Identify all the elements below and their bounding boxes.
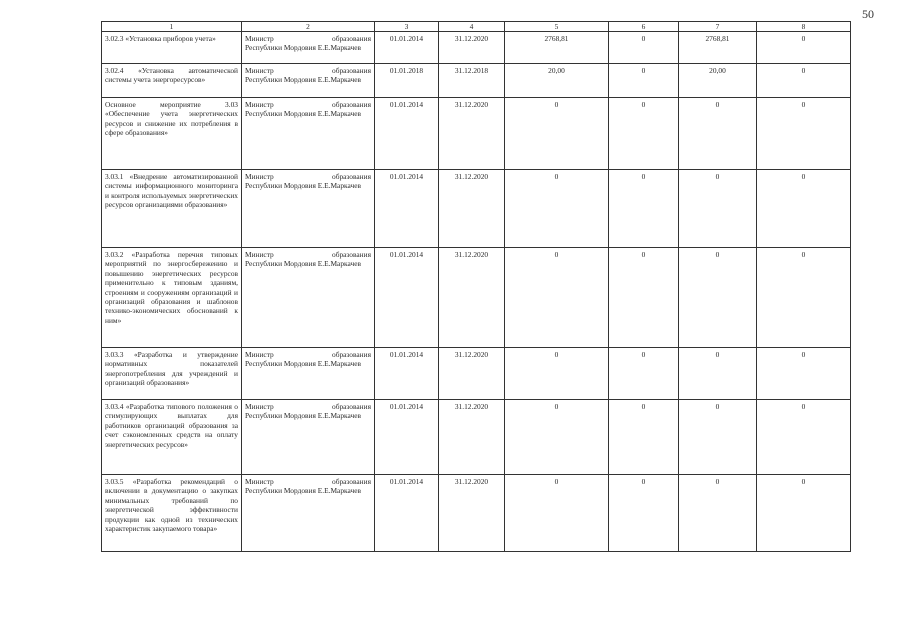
executor-title-line — [245, 402, 371, 411]
measure-name-cell: Основное мероприятие 3.03 «Обеспечение учета энергетических ресурсов и снижение их потребления в сфере образования» — [102, 98, 242, 170]
executor-ministry: образования — [332, 402, 371, 411]
table-row — [102, 248, 851, 348]
value-cell-6: 0 — [609, 64, 679, 98]
executor-title-line — [245, 477, 371, 486]
end-date-cell: 31.12.2020 — [439, 248, 505, 348]
value-cell-8: 0 — [757, 170, 851, 248]
start-date-cell: 01.01.2018 — [375, 64, 439, 98]
executor-ministry: образования — [332, 66, 371, 75]
executor-title: Министр — [245, 100, 274, 109]
executor-title-line — [245, 350, 371, 359]
value-cell-6: 0 — [609, 400, 679, 475]
executor-cell — [242, 98, 375, 170]
executor-title: Министр — [245, 34, 274, 43]
executor-name: Республики Мордовия Е.Е.Маркачев — [245, 359, 361, 369]
measure-name-cell: 3.03.3 «Разработка и утверждение нормативных показателей энергопотребления для учреждений и организаций образования» — [102, 348, 242, 400]
table-row — [102, 348, 851, 400]
start-date-cell: 01.01.2014 — [375, 170, 439, 248]
start-date-cell: 01.01.2014 — [375, 348, 439, 400]
executor-cell — [242, 400, 375, 475]
value-cell-8: 0 — [757, 32, 851, 64]
measure-name-cell: 3.03.4 «Разработка типового положения о стимулирующих выплатах для работников организаций образования за счет сэкономленных средств на оплату энергетических ресурсов» — [102, 400, 242, 475]
value-cell-5: 2768,81 — [505, 32, 609, 64]
end-date-cell: 31.12.2020 — [439, 475, 505, 552]
measure-name-cell: 3.02.3 «Установка приборов учета» — [102, 32, 242, 64]
end-date-cell: 31.12.2018 — [439, 64, 505, 98]
value-cell-7: 0 — [679, 98, 757, 170]
page-number: 50 — [862, 7, 874, 21]
executor-name: Республики Мордовия Е.Е.Маркачев — [245, 259, 361, 269]
value-cell-6: 0 — [609, 475, 679, 552]
executor-title: Министр — [245, 402, 274, 411]
value-cell-6: 0 — [609, 32, 679, 64]
value-cell-8: 0 — [757, 98, 851, 170]
value-cell-8: 0 — [757, 348, 851, 400]
value-cell-7: 0 — [679, 348, 757, 400]
executor-title: Министр — [245, 350, 274, 359]
table-row — [102, 32, 851, 64]
end-date-cell: 31.12.2020 — [439, 170, 505, 248]
value-cell-6: 0 — [609, 248, 679, 348]
column-number: 7 — [679, 22, 757, 32]
end-date-cell: 31.12.2020 — [439, 32, 505, 64]
value-cell-5: 0 — [505, 475, 609, 552]
column-number: 8 — [757, 22, 851, 32]
executor-title-line — [245, 100, 371, 109]
table-body — [102, 22, 851, 552]
executor-title: Министр — [245, 172, 274, 181]
program-table — [101, 21, 851, 552]
end-date-cell: 31.12.2020 — [439, 98, 505, 170]
executor-ministry: образования — [332, 477, 371, 486]
executor-title: Министр — [245, 477, 274, 486]
value-cell-5: 0 — [505, 348, 609, 400]
executor-cell — [242, 475, 375, 552]
executor-ministry: образования — [332, 250, 371, 259]
value-cell-7: 0 — [679, 475, 757, 552]
value-cell-8: 0 — [757, 475, 851, 552]
value-cell-6: 0 — [609, 98, 679, 170]
column-number: 3 — [375, 22, 439, 32]
executor-title-line — [245, 172, 371, 181]
executor-ministry: образования — [332, 100, 371, 109]
table-row — [102, 170, 851, 248]
executor-cell — [242, 64, 375, 98]
value-cell-7: 0 — [679, 400, 757, 475]
measure-name-cell: 3.02.4 «Установка автоматической системы учета энергоресурсов» — [102, 64, 242, 98]
value-cell-6: 0 — [609, 348, 679, 400]
column-number: 6 — [609, 22, 679, 32]
value-cell-5: 0 — [505, 400, 609, 475]
value-cell-7: 0 — [679, 170, 757, 248]
start-date-cell: 01.01.2014 — [375, 400, 439, 475]
executor-title-line — [245, 34, 371, 43]
executor-ministry: образования — [332, 350, 371, 359]
executor-name: Республики Мордовия Е.Е.Маркачев — [245, 411, 361, 421]
start-date-cell: 01.01.2014 — [375, 32, 439, 64]
executor-title: Министр — [245, 250, 274, 259]
measure-name-cell: 3.03.2 «Разработка перечня типовых мероприятий по энергосбережению и повышению энергетических ресурсов применительно к типовым зданиям, строениям и сооружениям организаций и организаций образования и шаблонов технико-экономических обоснований к ним» — [102, 248, 242, 348]
column-number-row — [102, 22, 851, 32]
executor-name: Республики Мордовия Е.Е.Маркачев — [245, 109, 361, 119]
measure-name-cell: 3.03.5 «Разработка рекомендаций о включении в документацию о закупках минимальных требований по энергетической эффективности продукции как одной из технических характеристик закупаемого товара» — [102, 475, 242, 552]
end-date-cell: 31.12.2020 — [439, 400, 505, 475]
start-date-cell: 01.01.2014 — [375, 475, 439, 552]
executor-ministry: образования — [332, 172, 371, 181]
column-number: 2 — [242, 22, 375, 32]
value-cell-5: 0 — [505, 98, 609, 170]
value-cell-5: 0 — [505, 170, 609, 248]
value-cell-8: 0 — [757, 400, 851, 475]
executor-title-line — [245, 66, 371, 75]
column-number: 1 — [102, 22, 242, 32]
start-date-cell: 01.01.2014 — [375, 248, 439, 348]
executor-name: Республики Мордовия Е.Е.Маркачев — [245, 43, 361, 53]
value-cell-6: 0 — [609, 170, 679, 248]
executor-ministry: образования — [332, 34, 371, 43]
executor-title-line — [245, 250, 371, 259]
executor-cell — [242, 170, 375, 248]
measure-name-cell: 3.03.1 «Внедрение автоматизированной системы информационного мониторинга и контроля используемых энергетических ресурсов организациями образования» — [102, 170, 242, 248]
value-cell-7: 0 — [679, 248, 757, 348]
value-cell-8: 0 — [757, 248, 851, 348]
executor-title: Министр — [245, 66, 274, 75]
value-cell-5: 20,00 — [505, 64, 609, 98]
value-cell-7: 20,00 — [679, 64, 757, 98]
table-row — [102, 98, 851, 170]
executor-cell — [242, 32, 375, 64]
table-row — [102, 475, 851, 552]
table-row — [102, 64, 851, 98]
executor-name: Республики Мордовия Е.Е.Маркачев — [245, 181, 361, 191]
end-date-cell: 31.12.2020 — [439, 348, 505, 400]
value-cell-8: 0 — [757, 64, 851, 98]
value-cell-7: 2768,81 — [679, 32, 757, 64]
executor-name: Республики Мордовия Е.Е.Маркачев — [245, 75, 361, 85]
executor-cell — [242, 348, 375, 400]
table-row — [102, 400, 851, 475]
column-number: 5 — [505, 22, 609, 32]
start-date-cell: 01.01.2014 — [375, 98, 439, 170]
column-number: 4 — [439, 22, 505, 32]
value-cell-5: 0 — [505, 248, 609, 348]
executor-cell — [242, 248, 375, 348]
executor-name: Республики Мордовия Е.Е.Маркачев — [245, 486, 361, 496]
